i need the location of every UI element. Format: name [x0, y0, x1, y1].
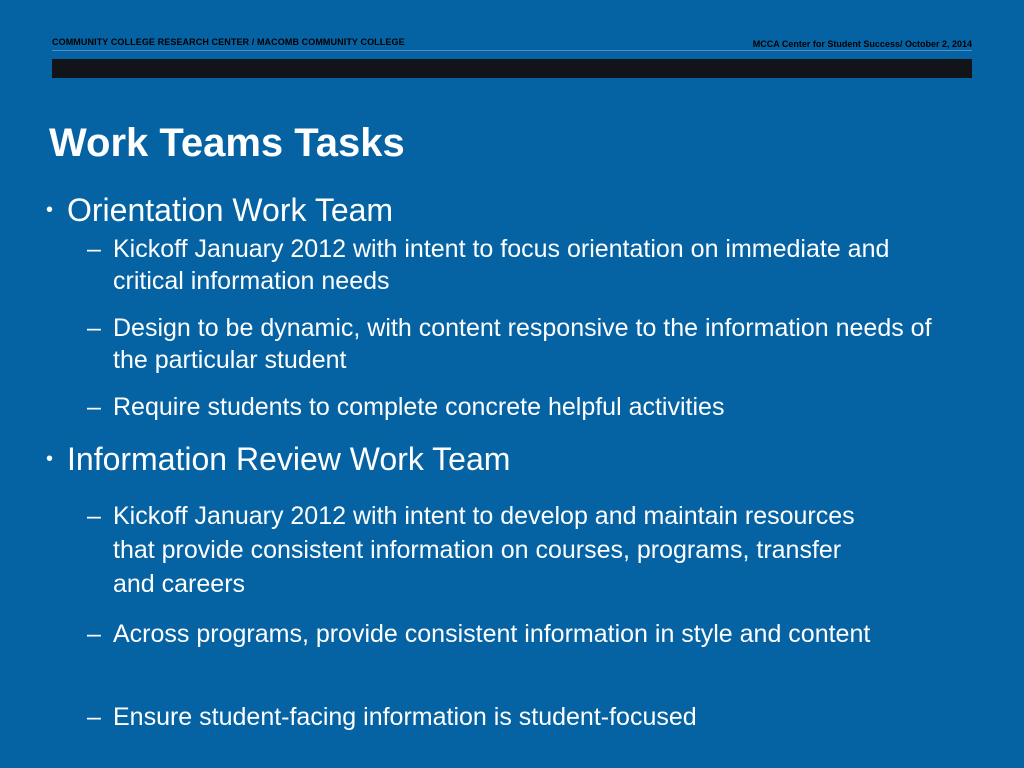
slide-title: Work Teams Tasks	[49, 121, 405, 165]
list-item-text: Design to be dynamic, with content responsive to the information needs of the particular student	[113, 314, 932, 374]
list-item	[87, 617, 907, 651]
dash-icon: –	[87, 502, 101, 530]
list-item-text: Require students to complete concrete helpful activities	[113, 393, 725, 421]
bullet-icon: •	[46, 199, 54, 221]
section-heading-text: Information Review Work Team	[67, 441, 511, 477]
dash-icon: –	[87, 314, 101, 342]
list-item	[87, 391, 947, 423]
dash-icon: –	[87, 235, 101, 263]
section-heading-text: Orientation Work Team	[67, 192, 394, 228]
list-item-text: Across programs, provide consistent information in style and content	[113, 620, 871, 648]
header-bar	[52, 59, 972, 78]
header-divider	[52, 50, 972, 51]
list-item	[87, 499, 887, 601]
list-item	[87, 233, 947, 297]
list-item-text: Kickoff January 2012 with intent to focus orientation on immediate and critical information needs	[113, 235, 890, 295]
list-item	[87, 312, 947, 376]
bullet-icon: •	[46, 448, 54, 470]
list-item	[87, 700, 947, 734]
section-heading-orientation	[46, 192, 393, 228]
dash-icon: –	[87, 620, 101, 648]
dash-icon: –	[87, 393, 101, 421]
section-heading-information-review	[46, 441, 510, 477]
list-item-text: Ensure student-facing information is student-focused	[113, 703, 697, 731]
header-right-text: MCCA Center for Student Success/ October 2, 2014	[752, 39, 972, 49]
header-left-text: COMMUNITY COLLEGE RESEARCH CENTER / MACOMB COMMUNITY COLLEGE	[52, 37, 405, 47]
list-item-text: Kickoff January 2012 with intent to develop and maintain resources that provide consistent information on courses, programs, transfer and careers	[113, 502, 855, 598]
dash-icon: –	[87, 703, 101, 731]
